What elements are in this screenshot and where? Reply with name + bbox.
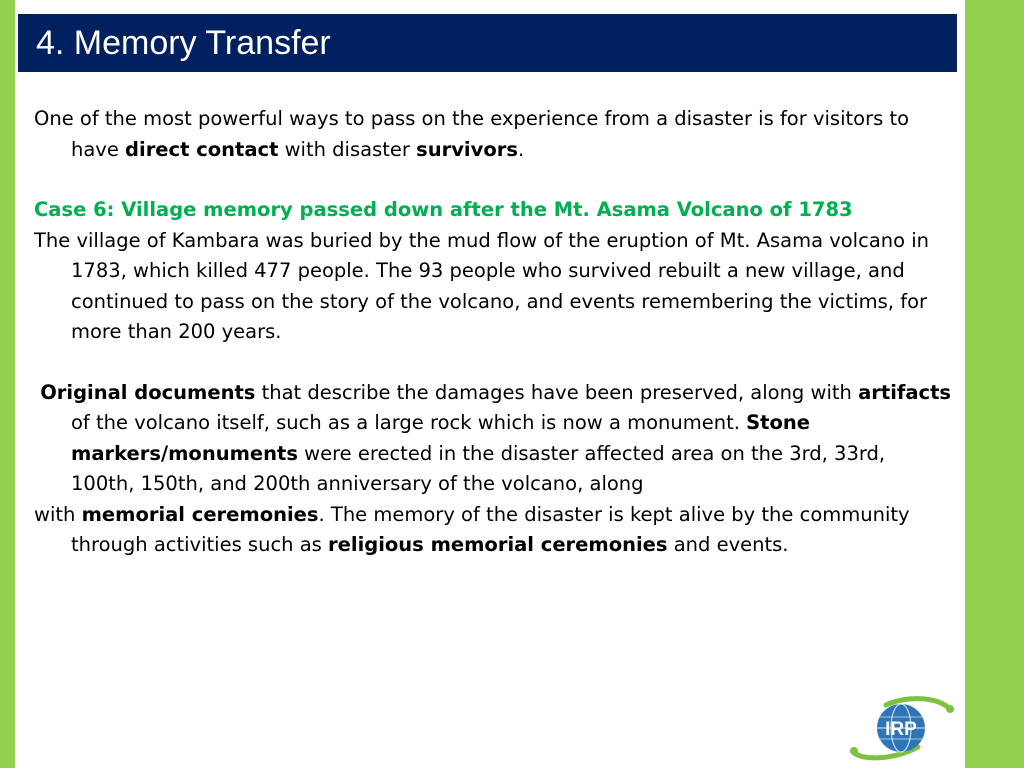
paragraph-direct-contact: One of the most powerful ways to pass on the experience from a disaster is for visitors to have direct contact with disaster survivors. [34,107,910,161]
emphasis-religious-ceremonies: religious memorial ceremonies [328,533,668,556]
left-accent-bar [0,0,15,768]
irp-globe-logo-icon [846,695,956,761]
case-heading: Case 6: Village memory passed down after the Mt. Asama Volcano of 1783 [34,198,853,221]
slide-body [34,104,954,561]
slide-title: 4. Memory Transfer [36,24,331,62]
spacer [34,348,954,378]
emphasis-original-documents: Original documents [40,380,256,404]
emphasis-memorial-ceremonies: memorial ceremonies [81,502,319,526]
emphasis-direct-contact: direct contact [125,137,279,161]
paragraph-documents: Original documents that describe the damages have been preserved, along with artifacts of the volcano itself, such as a large rock which is now a monument. Stone markers/monuments were erected in the disaster affected area on the 3rd, 33rd, 100th, 150th, and 200th anniversary of the volcano, along [40,380,952,495]
right-accent-bar [965,0,1024,768]
spacer [34,165,954,195]
emphasis-stone-markers: Stone markers/monuments [71,411,811,465]
paragraph-kambara: The village of Kambara was buried by the mud flow of the eruption of Mt. Asama volcano in 1783, which killed 477 people. The 93 people who survived rebuilt a new village, and continued to pass on the story of the volcano, and events remembering the victims, for more than 200 years. [34,228,930,343]
logo-text: IRP [885,719,917,740]
title-bar [18,14,957,72]
emphasis-survivors: survivors [416,137,518,161]
paragraph-ceremonies: with memorial ceremonies. The memory of the disaster is kept alive by the community through activities such as religious memorial ceremonies and events. [34,502,910,556]
emphasis-artifacts: artifacts [858,380,952,404]
